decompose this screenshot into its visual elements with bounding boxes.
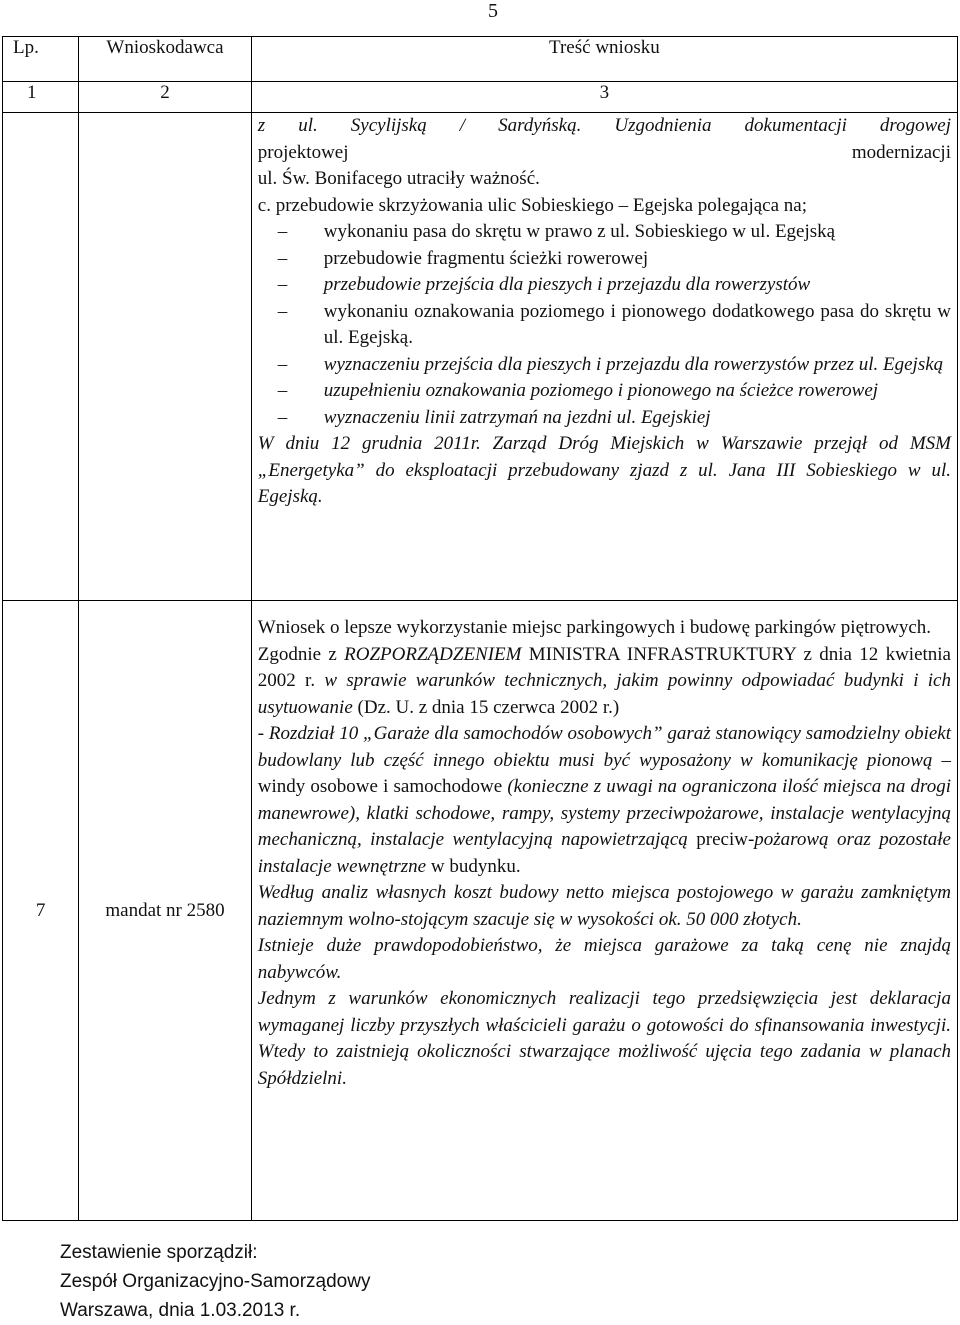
footer-date: Warszawa, dnia 1.03.2013 r. <box>60 1300 301 1321</box>
p2-b: ROZPORZĄDZENIEM <box>344 643 522 665</box>
list-item: – wyznaczeniu przejścia dla pieszych i przejazdu dla rowerzystów przez ul. Egejską <box>258 352 951 379</box>
p3-c: (konieczne z uwagi na ograniczona ilość miejsca na drogi manewrowe), klatki schodowe, rampy, systemy przeciwpożarowe, instalacje wentylacyjną mechaniczną, instalacje wentylacyjną napowietrzającą <box>257 776 951 850</box>
p2-d: w sprawie warunków technicznych, jakim powinny odpowiadać budynki i ich usytuowanie <box>257 670 951 718</box>
cell-applicant-empty <box>79 113 252 601</box>
bullet-text: wykonaniu oznakowania poziomego i pionowego dodatkowego pasa do skrętu w ul. Egejską. <box>323 300 951 348</box>
col-number-1: 1 <box>3 82 79 113</box>
p2-e: (Dz. U. z dnia 15 czerwca 2002 r.) <box>352 696 620 718</box>
list-item: – przebudowie fragmentu ścieżki rowerowej <box>258 246 951 273</box>
column-numbers-row <box>3 82 958 113</box>
bullet-text: wykonaniu pasa do skrętu w prawo z ul. Sobieskiego w ul. Egejską <box>323 221 836 242</box>
footer-prepared-by: Zestawienie sporządził: <box>60 1242 258 1263</box>
cell-content-7 <box>251 601 957 1221</box>
header-lp: Lp. <box>3 37 79 82</box>
bullet-text: przebudowie przejścia dla pieszych i przejazdu dla rowerzystów <box>323 274 811 295</box>
list-item: – wyznaczeniu linii zatrzymań na jezdni ul. Egejskiej <box>258 405 951 432</box>
closing-paragraph: W dniu 12 grudnia 2011r. Zarząd Dróg Miejskich w Warszawie przejął od MSM „Energetyka” do eksploatacji przebudowany zjazd z ul. Jana III Sobieskiego w ul. Egejską. <box>257 433 951 507</box>
paragraph-1: Wniosek o lepsze wykorzystanie miejsc parkingowych i budowę parkingów piętrowych. <box>257 617 932 638</box>
requests-table <box>2 36 958 1221</box>
page-number: 5 <box>488 0 498 22</box>
bullet-text: przebudowie fragmentu ścieżki rowerowej <box>323 247 649 269</box>
item-c: c. przebudowie skrzyżowania ulic Sobieskiego – Egejska polegająca na; <box>257 194 807 216</box>
col-number-2: 2 <box>79 82 252 113</box>
footer-team: Zespół Organizacyjno-Samorządowy <box>60 1271 371 1292</box>
paragraph-4: Według analiz własnych koszt budowy netto miejsca postojowego w garażu zamkniętym naziemnym wolno-stojącym szacuje się w wysokości ok. 50 000 złotych. <box>257 882 951 930</box>
paragraph-6: Jednym z warunków ekonomicznych realizacji tego przedsięwzięcia jest deklaracja wymaganej liczby przyszłych właścicieli garażu o gotowości do sfinansowania inwestycji. Wtedy to zaistnieją okoliczności stwarzające możliwość ujęcia tego zadania w planach Spółdzielni. <box>257 988 951 1089</box>
list-item: – przebudowie przejścia dla pieszych i przejazdu dla rowerzystów <box>258 272 951 299</box>
p3-e: pożarową oraz pozostałe instalacje wewnętrzne <box>257 829 951 877</box>
p2-a: Zgodnie z <box>257 643 345 665</box>
bullet-text: wyznaczeniu linii zatrzymań na jezdni ul. Egejskiej <box>323 406 711 428</box>
continued-line-3: ul. Św. Bonifacego utraciły ważność. <box>257 168 540 189</box>
paragraph-3 <box>258 721 951 880</box>
list-item: – wykonaniu oznakowania poziomego i pionowego dodatkowego pasa do skrętu w ul. Egejską. <box>258 299 951 352</box>
continued-line-2-right: modernizacji <box>851 141 951 163</box>
header-applicant: Wnioskodawca <box>79 37 252 82</box>
p3-a: - Rozdział 10 „Garaże dla samochodów osobowych” garaż stanowiący samodzielny obiekt budowlany lub część innego obiektu musi być wyposażony w komunikację pionową <box>257 723 951 771</box>
bullet-text: uzupełnieniu oznakowania poziomego i pionowego na ścieżce rowerowej <box>323 380 879 401</box>
cell-lp-empty <box>3 113 79 601</box>
continued-line-2 <box>258 140 951 167</box>
table-row-7 <box>3 601 958 1221</box>
header-content: Treść wniosku <box>251 37 957 82</box>
cell-applicant-7: mandat nr 2580 <box>79 601 252 1221</box>
list-item: – wykonaniu pasa do skrętu w prawo z ul. Sobieskiego w ul. Egejską <box>258 219 951 246</box>
p2-c: MINISTRA INFRASTRUKTURY z dnia 12 kwietnia 2002 r. <box>257 643 951 691</box>
table-header-row <box>3 37 958 82</box>
footer <box>60 1238 370 1325</box>
bullet-text: wyznaczeniu przejścia dla pieszych i przejazdu dla rowerzystów przez ul. Egejską <box>323 353 944 375</box>
continued-line-2-left: projektowej <box>257 141 349 163</box>
continued-line-1: z ul. Sycylijską / Sardyńską. Uzgodnienia dokumentacji drogowej <box>257 115 951 136</box>
cell-content-continued <box>251 113 957 601</box>
p3-d: preciw- <box>687 829 755 850</box>
p3-b: – windy osobowe i samochodowe <box>257 749 951 797</box>
p3-f: w budynku. <box>426 855 521 877</box>
paragraph-5: Istnieje duże prawdopodobieństwo, że miejsca garażowe za taką cenę nie znajdą nabywców. <box>257 935 951 983</box>
col-number-3: 3 <box>251 82 957 113</box>
list-item: – uzupełnieniu oznakowania poziomego i pionowego na ścieżce rowerowej <box>258 378 951 405</box>
paragraph-2 <box>258 642 951 722</box>
cell-lp-7: 7 <box>3 601 79 1221</box>
table-row-continued <box>3 113 958 601</box>
